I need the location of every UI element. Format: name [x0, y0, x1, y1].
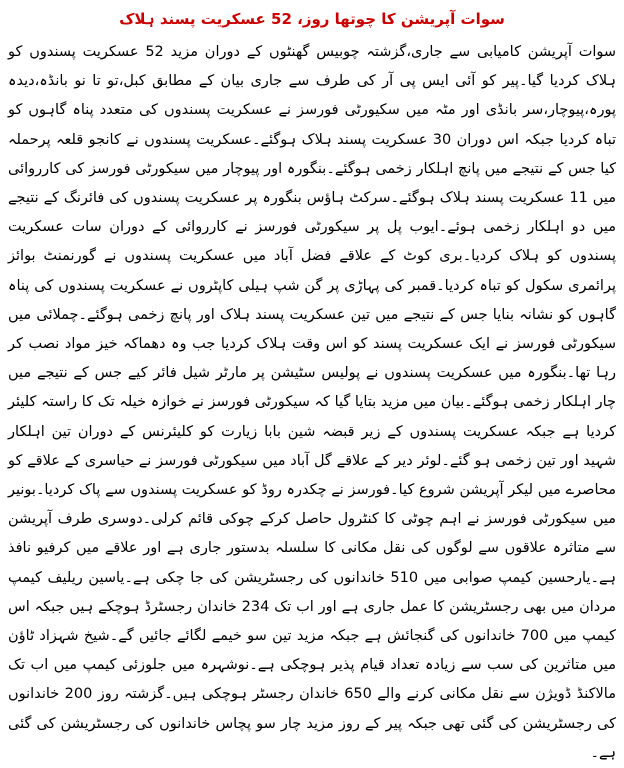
article-body: سوات آپریشن کامیابی سے جاری،گزشتہ چوبیس گھنٹوں کے دوران مزید 52 عسکریت پسندوں کو ہلاک کردیا گیا۔پیر کو آئی ایس پی آر کی طرف سے جاری بیان کے مطابق کبل،تو تا نو بانڈہ،دیدہ پورہ،پیوچار،سر بانڈی اور مٹہ میں سکیورٹی فورسز نے عسکریت پسندوں کی متعدد پناہ گاہوں کو تباہ کردیا جبکہ اس دوران 30 عسکریت پسند ہلاک ہوگئے۔عسکریت پسندوں نے کانجو قلعہ پرحملہ کیا جس کے نتیجے میں پانچ اہلکار زخمی ہوگئے۔بنگورہ اور پیوچار میں سیکورٹی فورسز کی کارروائی میں 11 عسکریت پسند ہلاک ہوگئے۔سرکٹ ہاؤس بنگورہ پر عسکریت پسندوں کی فائرنگ کے نتیجے میں دو اہلکار زخمی ہوئے۔ایوب پل پر سیکورٹی فورسز نے کارروائی کے دوران سات عسکریت پسندوں کو ہلاک کردیا۔بری کوٹ کے علاقے فضل آباد میں عسکریت پسندوں نے گورنمنٹ بوائز پرائمری سکول کو تباہ کردیا۔قمبر کی پہاڑی پر گن شپ ہیلی کاپٹروں نے عسکریت پسندوں کی پناہ گاہوں کو نشانہ بنایا جس کے نتیجے میں تین عسکریت پسند ہلاک اور پانچ زخمی ہوگئے۔چملائی میں سیکورٹی فورسز نے ایک عسکریت پسند کو اس وقت ہلاک کردیا جب وہ دھماکہ خیز مواد نصب کر رہا تھا۔بنگورہ میں عسکریت پسندوں نے پولیس سٹیشن پر مارٹر شیل فائر کیے جس کے نتیجے میں چار اہلکار زخمی ہوگئے۔بیان میں مزید بتایا گیا کہ سیکورٹی فورسز نے خوازہ خیلہ تک کا راستہ کلیئر کردیا ہے جبکہ عسکریت پسندوں کے زیر قبضہ شین بابا زیارت کو کلیئرنس کے دوران تین اہلکار شہید اور تین زخمی ہو گئے۔لوئر دیر کے علاقے گل آباد میں سیکورٹی فورسز نے حیاسری کے علاقے کو محاصرے میں لیکر آپریشن شروع کیا۔فورسز نے چکدرہ روڈ کو عسکریت پسندوں سے پاک کردیا۔بونیر میں سیکورٹی فورسز نے اہم چوٹی کا کنٹرول حاصل کرکے چوکی قائم کرلی۔دوسری طرف آپریشن سے متاثرہ علاقوں سے لوگوں کی نقل مکانی کا سلسلہ بدستور جاری ہے اور علاقے میں کرفیو نافذ ہے۔یارحسین کیمپ صوابی میں 510 خاندانوں کی رجسٹریشن کی جا چکی ہے۔یاسین ریلیف کیمپ مردان میں بھی رجسٹریشن کا عمل جاری ہے اور اب تک 234 خاندان رجسٹرڈ ہوچکے ہیں جبکہ اس کیمپ میں 700 خاندانوں کی گنجائش ہے جبکہ مزید تین سو خیمے لگائے جائیں گے۔شیخ شہزاد ٹاؤن میں متاثرین کی سب سے زیادہ تعداد قیام پذیر ہوچکی ہے۔نوشہرہ میں جلوزئی کیمپ میں اب تک مالاکنڈ ڈویژن سے نقل مکانی کرنے والے 650 خاندان رجسٹر ہوچکی ہیں۔گزشتہ روز 200 خاندانوں کی رجسٹریشن کی گئی تھی جبکہ پیر کے روز مزید چار سو پچاس خاندانوں کی رجسٹریشن کی گئی ہے۔	[8, 44, 617, 761]
headline: سوات آپریشن کا چوتھا روز، 52 عسکریت پسند ہلاک	[119, 10, 505, 28]
